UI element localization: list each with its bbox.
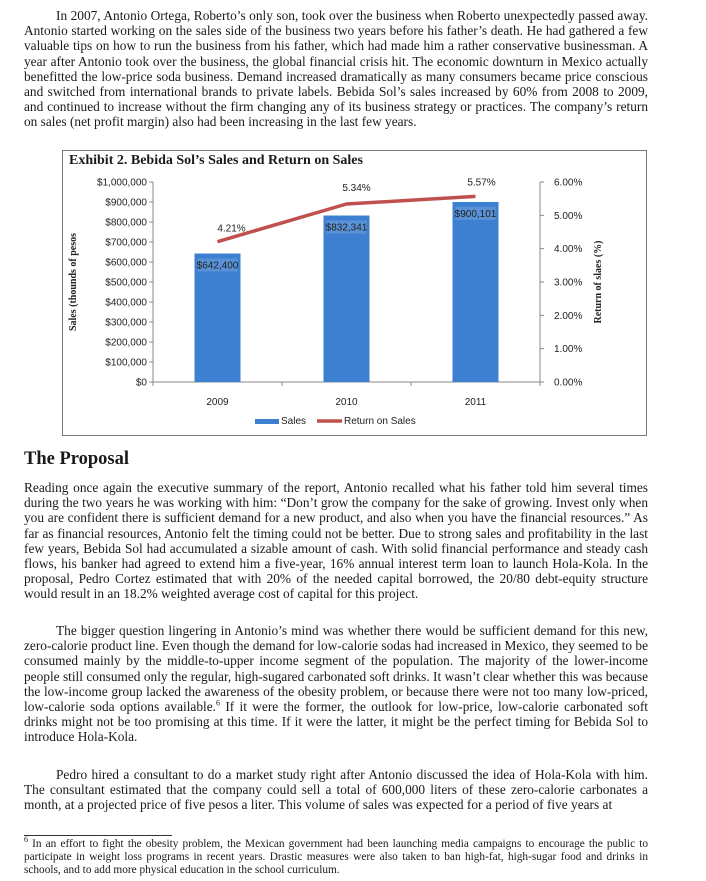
legend-return-label: Return on Sales	[344, 416, 416, 427]
right-axis-title: Return of slaes (%)	[593, 240, 604, 324]
left-axis-title: Sales (thounds of pesos	[68, 232, 79, 332]
sales-bar-label: $642,400	[196, 260, 239, 272]
x-tick-label: 2010	[335, 397, 358, 408]
intro-text: In 2007, Antonio Ortega, Roberto’s only son, took over the business when Roberto unexpectedly passed away. Antonio started working on the sales side of the business two years before his father’s death. He had gathered a few valuable tips on how to run the business from his father, which had made him a rather conservative businessman. A year after Antonio took over the business, the global financial crisis hit. The economic downturn in Mexico actually benefitted the low-price soda business. Demand increased dramatically as many consumers became price conscious and switched from international brands to private labels. Bebida Sol’s sales increased by 60% from 2008 to 2009, and continued to increase without the firm changing any of its business strategy or practices. The company’s return on sales (net profit margin) also had been increasing in the last few years.	[24, 8, 648, 130]
sales-bar	[195, 254, 241, 382]
footnote-mark: 6	[24, 835, 28, 845]
left-tick-label: $500,000	[105, 277, 147, 289]
left-tick-label: $700,000	[105, 237, 147, 249]
exhibit-2-chart	[62, 150, 647, 436]
right-tick-label: 6.00%	[554, 177, 583, 189]
sales-bar	[324, 216, 370, 382]
sales-bar	[453, 202, 499, 382]
x-tick-label: 2009	[206, 397, 229, 408]
left-tick-label: $400,000	[105, 297, 147, 309]
left-tick-label: $300,000	[105, 317, 147, 329]
left-tick-label: $1,000,000	[96, 177, 147, 189]
return-on-sales-label: 4.21%	[217, 223, 246, 235]
proposal-text: Reading once again the executive summary of the report, Antonio recalled what his father told him several times during the two years he was working with him: “Don’t grow the company for the sake of growing. Invest only when you are confident there is sufficient demand for a new product, and also when you have the financial resources.” As far as financial resources, Antonio felt the timing could not be better. Due to strong sales and profitability in the last few years, Bebida Sol had accumulated a sizable amount of cash. With solid financial performance and steady cash flows, his banker had agreed to extend him a five-year, 16% annual interest term loan to launch Hola-Kola. In the proposal, Pedro Cortez estimated that with 20% of the needed capital borrowed, the 20/80 debt-equity structure would result in an 18.2% weighted average cost of capital for this project.	[24, 480, 648, 602]
proposal-paragraph	[24, 480, 648, 602]
x-tick-label: 2011	[464, 397, 487, 408]
demand-paragraph	[24, 623, 648, 745]
chart-title: Exhibit 2. Bebida Sol’s Sales and Return on Sales	[69, 153, 363, 168]
left-tick-label: $600,000	[105, 257, 147, 269]
sales-bar-label: $900,101	[454, 208, 497, 220]
footnote	[24, 835, 648, 877]
right-tick-label: 4.00%	[554, 244, 583, 256]
right-tick-label: 0.00%	[554, 377, 583, 389]
demand-text-b: If it were the former, the outlook for low-price, low-calorie carbonated soft drinks might not be too promising at this time. If it were the latter, it might be the perfect timing for Bebida Sol to introduce Hola-Kola.	[24, 699, 648, 745]
return-on-sales-label: 5.57%	[467, 177, 496, 189]
legend-sales-label: Sales	[281, 416, 307, 427]
footnote-text: In an effort to fight the obesity problem, the Mexican government had been launching media campaigns to encourage the public to participate in weight loss programs in recent years. Drastic measures were also taken to ban high-fat, high-sugar food and drinks in schools, and to add more physical education in the school curriculum.	[24, 838, 648, 876]
right-tick-label: 5.00%	[554, 210, 583, 222]
left-tick-label: $100,000	[105, 357, 147, 369]
sales-bar-label: $832,341	[325, 222, 368, 234]
footnote-reference: 6	[216, 698, 220, 708]
demand-text-a: The bigger question lingering in Antonio’s mind was whether there would be sufficient demand for this new, zero-calorie product line. Even though the demand for low-calorie sodas had increased in Mexico, they seemed to be consumed mainly by the middle-to-upper income segment of the population. The majority of the lower-income people still consumed only the regular, high-sugared carbonated soft drinks. It wasn’t clear whether this was because the low-income group lacked the awareness of the obesity problem, or because there were not too many low-priced, low-calorie soda options available.	[24, 623, 648, 715]
right-tick-label: 1.00%	[554, 344, 583, 356]
right-tick-label: 2.00%	[554, 310, 583, 322]
chart-canvas	[63, 151, 646, 435]
intro-paragraph	[24, 8, 648, 130]
right-tick-label: 3.00%	[554, 277, 583, 289]
footnote-divider	[24, 835, 172, 836]
left-tick-label: $0	[135, 377, 147, 389]
consultant-text: Pedro hired a consultant to do a market study right after Antonio discussed the idea of Hola-Kola with him. The consultant estimated that the company could sell a total of 600,000 liters of these zero-calorie carbonates a month, at a projected price of five pesos a liter. This volume of sales was expected for a period of five years at	[24, 767, 648, 813]
left-tick-label: $900,000	[105, 197, 147, 209]
return-on-sales-label: 5.34%	[342, 183, 371, 194]
left-tick-label: $200,000	[105, 337, 147, 349]
left-tick-label: $800,000	[105, 217, 147, 229]
legend-sales-swatch	[255, 419, 279, 424]
consultant-paragraph	[24, 767, 648, 813]
section-heading: The Proposal	[24, 449, 130, 469]
